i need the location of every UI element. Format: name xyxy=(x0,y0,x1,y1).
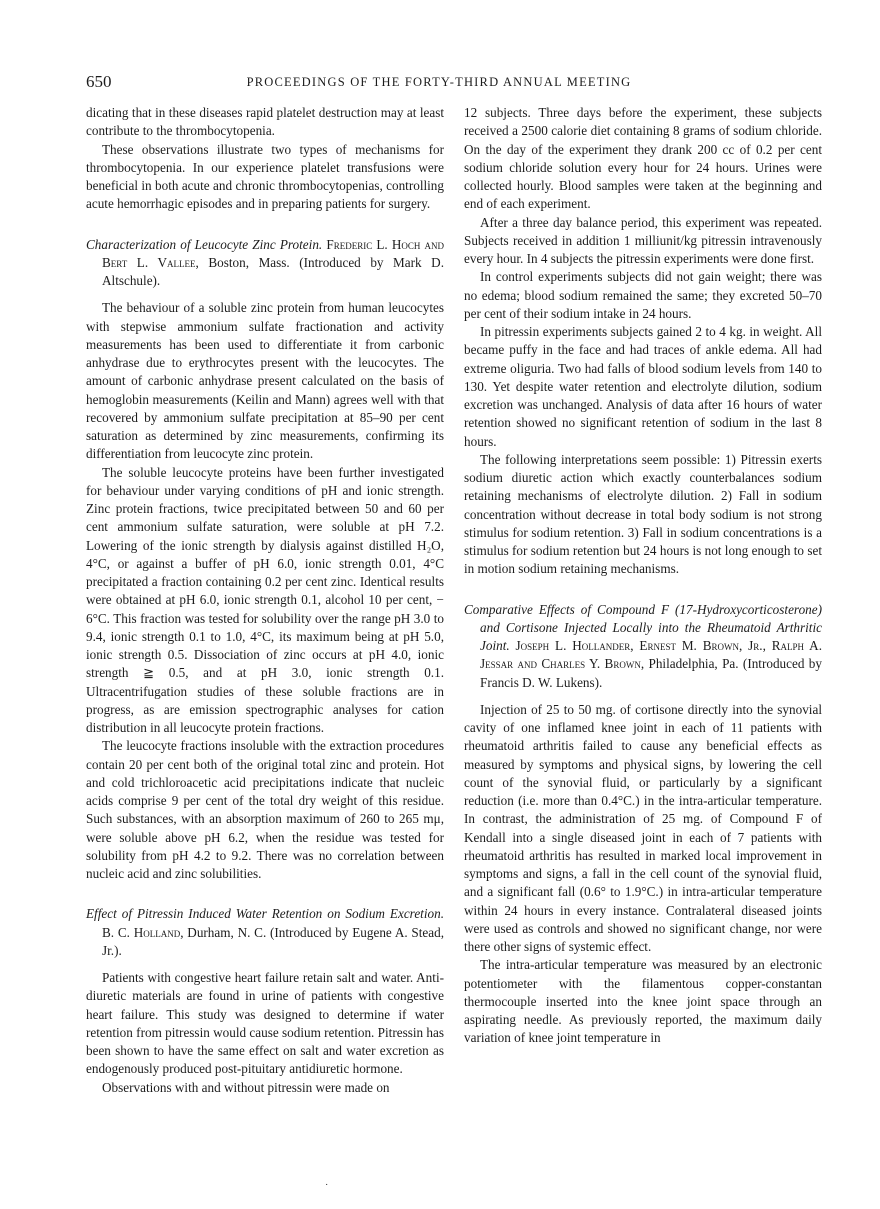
abstract-title: Effect of Pitressin Induced Water Retention on Sodium Excretion. xyxy=(86,906,444,922)
abstract-authors: Joseph L. Hollander, Ernest M. Brown, Jr., Ralph A. Jessar and Charles Y. Brown, xyxy=(480,638,822,672)
abstract-affiliation: Durham, N. C. (Introduced by Eugene A. Stead, Jr.). xyxy=(102,924,445,958)
paragraph: These observations illustrate two types of mechanisms for thrombocytopenia. In our experience platelet transfusions were beneficial in both acute and chronic thrombocytopenias, controlling acute hemorrhagic episodes and in preparing patients for surgery. xyxy=(86,141,444,212)
section-divider xyxy=(86,895,444,896)
abstract-heading xyxy=(464,601,822,692)
section-divider xyxy=(86,226,444,227)
running-head: PROCEEDINGS OF THE FORTY-THIRD ANNUAL MEETING xyxy=(246,75,632,89)
paragraph: After a three day balance period, this experiment was repeated. Subjects received in addition 1 milliunit/kg pitressin intravenously every hour. In 4 subjects the pitressin experiments were done first. xyxy=(464,214,822,266)
paragraph: The leucocyte fractions insoluble with the extraction procedures contain 20 per cent both of the original total zinc and protein. Hot and cold trichloroacetic acid precipitations indicate that nucleic acids comprise 9 per cent of the total dry weight of this residue. Such substances, with an absorption maximum of 260 to 265 mμ, were soluble above pH 6.2, when the residue was tested for solubility from pH 4.2 to 9.2. There was no correlation between nucleic acid and zinc solubilities. xyxy=(86,738,444,881)
abstract-heading xyxy=(86,236,444,291)
paragraph: The behaviour of a soluble zinc protein from human leucocytes with stepwise ammonium sulfate fractionation and activity measurements has been used to differentiate it from carbonic anhydrase due to erythrocytes present with the leucocytes. The amount of carbonic anhydrase present calculated on the basis of hemoglobin measurements (Keilin and Mann) agrees well with that recovered by ammonium sulfate precipitation at 85–90 per cent saturation as determined by zinc measurements, confirming its differentiation from leucocyte zinc protein. xyxy=(86,300,444,462)
section-divider xyxy=(464,591,822,592)
paragraph: 12 subjects. Three days before the experiment, these subjects received a 2500 calorie diet containing 8 grams of sodium chloride. On the day of the experiment they drank 200 cc of 0.2 per cent sodium chloride solution every hour for 24 hours. Urines were collected hourly. Blood samples were taken at the beginning and end of each experiment. xyxy=(464,105,822,212)
abstract-title: Comparative Effects of Compound F (17-Hydroxycorticosterone) and Cortisone Injected Locally into the Rheumatoid Arthritic Joint. xyxy=(464,601,822,653)
footer-mark: ˙ xyxy=(325,1183,329,1194)
abstract-authors: Frederic L. Hoch and Bert L. Vallee, xyxy=(102,236,445,270)
paragraph: dicating that in these diseases rapid platelet destruction may at least contribute to the thrombocytopenia. xyxy=(86,105,444,139)
paragraph: The following interpretations seem possible: 1) Pitressin exerts sodium diuretic action which exactly counterbalances sodium retaining mechanisms of electrolyte dilution. 2) Fall in sodium concentration without decrease in total body sodium is not strong stimulus for sodium retention. 3) Fall in sodium concentrations is a stimulus for sodium retention but 24 hours is not long enough to set in motion sodium retaining mechanisms. xyxy=(464,451,822,577)
paragraph: In pitressin experiments subjects gained 2 to 4 kg. in weight. All became puffy in the face and had traces of ankle edema. All had extreme oliguria. Two had falls of blood sodium levels from 140 to 130. Yet despite water retention and electrolyte dilution, sodium excretion was unchanged. Analysis of data after 16 hours of water retention showed no significant retention of sodium in the last 8 hours. xyxy=(464,324,822,449)
right-column xyxy=(464,104,822,1048)
abstract-affiliation: Boston, Mass. (Introduced by Mark D. Altschule). xyxy=(102,254,444,288)
paragraph: In control experiments subjects did not gain weight; there was no edema; blood sodium remained the same; they excreted 50–70 per cent of their sodium intake in 24 hours. xyxy=(464,269,822,321)
abstract-authors: B. C. Holland, xyxy=(102,924,184,940)
paragraph: The intra-articular temperature was measured by an electronic potentiometer with the filamentous copper-constantan thermocouple inserted into the knee joint space through an aspirating needle. As previously reported, the maximum daily variation of knee joint temperature in xyxy=(464,957,822,1046)
page-header xyxy=(86,72,792,96)
paragraph: Injection of 25 to 50 mg. of cortisone directly into the synovial cavity of one inflamed knee joint in each of 11 patients with rheumatoid arthritis failed to cause any beneficial effects as measured by symptoms and physical signs, by lowering the cell count of the synovial fluid, or particularly by a significant reduction (i.e. more than 0.4°C.) in the intra-articular temperature. In contrast, the administration of 25 mg. of Compound F of Kendall into a single diseased joint in each of 7 patients with rheumatoid arthritis has resulted in marked local improvement in symptoms and signs, a fall in the cell count of the synovial fluid, and a significant fall (0.6° to 1.9°C.) in intra-articular temperature within 24 hours in every instance. Contralateral diseased joints were used as controls and showed no significant change, nor were there other signs of systemic effect. xyxy=(464,701,822,954)
abstract-heading xyxy=(86,905,444,960)
paragraph: The soluble leucocyte proteins have been further investigated for behaviour under varying conditions of pH and ionic strength. Zinc protein fractions, twice precipitated between 50 and 60 per cent ammonium sulfate saturation, were soluble at pH 7.2. Lowering of the ionic strength by dialysis against distilled H₂O, 4°C, or against a buffer of pH 6.0, ionic strength 0.01, 4°C precipitated a fraction containing 0.2 per cent zinc. Identical results were obtained at pH 6.0, ionic strength 0.1, alcohol 10 per cent, − 6°C. This fraction was tested for solubility over the range pH 3.0 to 9.4, ionic strength 0.1 to 1.0, 4°C, its maximum being at pH 5.0, ionic strength 0.5. Dissociation of zinc occurs at pH 4.0, ionic strength ≧ 0.5, and at pH 3.0, ionic strength 0.1. Ultracentrifugation studies of these soluble fractions are in progress, as are emission spectrographic analyses for cation distribution in all leucocyte protein fractions. xyxy=(86,464,444,735)
paragraph: Observations with and without pitressin were made on xyxy=(102,1079,390,1095)
left-column xyxy=(86,104,444,1097)
abstract-title: Characterization of Leucocyte Zinc Protein. xyxy=(86,236,323,252)
abstract-affiliation: Philadelphia, Pa. (Introduced by Francis D. W. Lukens). xyxy=(480,656,822,690)
page-number: 650 xyxy=(86,72,112,91)
paragraph: Patients with congestive heart failure retain salt and water. Anti-diuretic materials are found in urine of patients with congestive heart failure. This study was designed to determine if water retention from pitressin would cause sodium retention. Pitressin has been shown to have the same effect on salt and water excretion as endogenously produced post-pituitary antidiuretic hormone. xyxy=(86,970,444,1077)
